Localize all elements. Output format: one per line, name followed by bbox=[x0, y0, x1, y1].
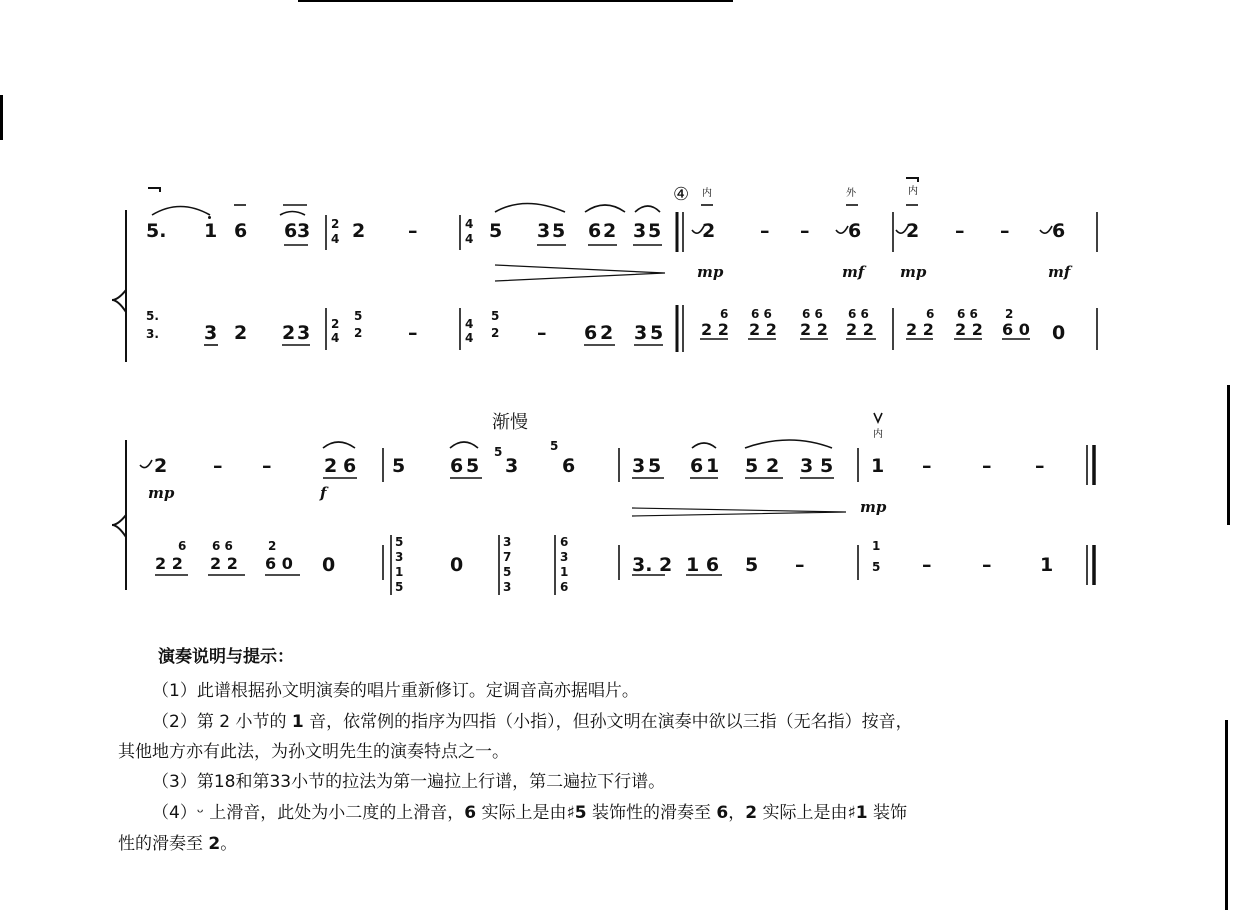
chord-tone: 2 2 bbox=[906, 320, 934, 339]
note-4-continued: 性的滑奏至 2。 bbox=[118, 834, 238, 854]
note: 3 bbox=[297, 220, 311, 242]
note: 5 bbox=[354, 309, 363, 323]
chord-tone: 5 bbox=[872, 560, 881, 574]
rest: 0 bbox=[450, 554, 464, 576]
dash: – bbox=[1000, 220, 1010, 242]
note: 2 bbox=[603, 220, 617, 242]
note-2-part-a: （2）第 2 小节的 bbox=[152, 712, 292, 732]
tempo-marking: 渐慢 bbox=[492, 412, 528, 433]
time-signature: 4 bbox=[465, 317, 474, 331]
chord-tone: 6 bbox=[178, 539, 187, 553]
note: 3 bbox=[537, 220, 551, 242]
note: 2 bbox=[324, 455, 338, 477]
chord-tone: 2 bbox=[268, 539, 277, 553]
chord-tone: 2 2 bbox=[749, 320, 777, 339]
chord-tone: 5 3 1 5 bbox=[395, 535, 404, 594]
dash: – bbox=[800, 220, 810, 242]
chord-tone: 2 2 bbox=[210, 554, 238, 573]
chord-tone: 6 bbox=[720, 307, 729, 321]
note: 1 6 bbox=[686, 554, 720, 576]
note: 5 bbox=[648, 220, 662, 242]
note: 3 bbox=[632, 455, 646, 477]
note: 5 bbox=[820, 455, 834, 477]
time-signature: 4 bbox=[465, 217, 474, 231]
note: 1 bbox=[1040, 554, 1054, 576]
note: 3 bbox=[633, 220, 647, 242]
note: 2 bbox=[154, 455, 168, 477]
chord-tone: 1 bbox=[872, 539, 881, 553]
note: 5 bbox=[648, 455, 662, 477]
note: 6 bbox=[343, 455, 357, 477]
notes-heading: 演奏说明与提示： bbox=[158, 647, 294, 667]
note: 6 bbox=[450, 455, 464, 477]
note: 5 bbox=[745, 455, 759, 477]
note-2-high-1: 1 bbox=[291, 712, 304, 732]
time-signature: 4 bbox=[465, 331, 474, 345]
note: 6 bbox=[584, 322, 598, 344]
note: 5 bbox=[466, 455, 480, 477]
dash: – bbox=[408, 220, 418, 242]
chord-tone: 6 6 bbox=[802, 307, 823, 321]
note: 3 bbox=[800, 455, 814, 477]
dash: – bbox=[760, 220, 770, 242]
note: 5 bbox=[745, 554, 759, 576]
note: 5. bbox=[146, 309, 159, 323]
note: 1 bbox=[706, 455, 720, 477]
chord-tone: 6 6 bbox=[848, 307, 869, 321]
note-1: （1）此谱根据孙文明演奏的唱片重新修订。定调音高亦据唱片。 bbox=[152, 681, 639, 701]
dynamic-mp: mp bbox=[148, 484, 175, 502]
rest: 0 bbox=[322, 554, 336, 576]
time-signature: 4 bbox=[331, 331, 340, 345]
fingering-wai: 外 bbox=[846, 188, 856, 199]
note-4: （4）ᵕ 上滑音，此处为小二度的上滑音，6 实际上是由♯5 装饰性的滑奏至 6，2 实际上是由♯1 装饰 bbox=[152, 803, 907, 823]
note: 6 bbox=[562, 455, 576, 477]
chord-tone: 6 6 bbox=[212, 539, 233, 553]
note: 2 bbox=[282, 322, 296, 344]
rehearsal-mark: ④ bbox=[673, 184, 690, 205]
note-2-part-c: 音，依常例的指序为四指（小指），但孙文明在演奏中欲以三指（无名指）按音， bbox=[303, 712, 913, 732]
note: 3. 2 bbox=[632, 554, 673, 576]
note: 3 bbox=[505, 455, 519, 477]
note: 6 bbox=[848, 220, 862, 242]
time-signature: 2 bbox=[331, 317, 340, 331]
note: 5 bbox=[552, 220, 566, 242]
chord-tone: 6 6 bbox=[957, 307, 978, 321]
chord-tone: 2 2 bbox=[955, 320, 983, 339]
dynamic-mf: mf bbox=[842, 263, 865, 281]
time-signature: 4 bbox=[465, 232, 474, 246]
chord-tone: 2 2 bbox=[846, 320, 874, 339]
chord-tone: 6 0 bbox=[1002, 320, 1030, 339]
fingering-nei: 内 bbox=[702, 188, 712, 199]
dash: – bbox=[213, 455, 223, 477]
note: 5 bbox=[491, 309, 500, 323]
rest: 0 bbox=[1052, 322, 1066, 344]
note: 2 bbox=[702, 220, 716, 242]
dash: – bbox=[955, 220, 965, 242]
chord-tone: 6 3 1 6 bbox=[560, 535, 569, 594]
note: 2 bbox=[354, 326, 363, 340]
note: 3. bbox=[146, 327, 159, 341]
dash: – bbox=[982, 554, 992, 576]
time-signature: 2 bbox=[331, 217, 340, 231]
note: 2 bbox=[491, 326, 500, 340]
dash: – bbox=[922, 554, 932, 576]
chord-tone: 6 6 bbox=[751, 307, 772, 321]
chord-tone: 6 bbox=[926, 307, 935, 321]
chord-tone: 2 2 bbox=[800, 320, 828, 339]
note: 5 bbox=[392, 455, 406, 477]
note: 6 bbox=[588, 220, 602, 242]
glide-symbol: ᵕ bbox=[196, 803, 204, 823]
dash: – bbox=[537, 322, 547, 344]
note: 2 bbox=[766, 455, 780, 477]
dynamic-mp: mp bbox=[697, 263, 724, 281]
chord-tone: 6 0 bbox=[265, 554, 293, 573]
dynamic-mp: mp bbox=[900, 263, 927, 281]
note: 2 bbox=[352, 220, 366, 242]
dynamic-f: f bbox=[320, 484, 327, 502]
note: 1 bbox=[871, 455, 885, 477]
note: 2 bbox=[906, 220, 920, 242]
note-2-continued: 其他地方亦有此法，为孙文明先生的演奏特点之一。 bbox=[118, 742, 509, 762]
right-edge-mark-lower bbox=[1225, 720, 1228, 910]
note: 2 bbox=[234, 322, 248, 344]
note: 3 bbox=[634, 322, 648, 344]
dynamic-mp: mp bbox=[860, 498, 887, 516]
fingering-nei: 内 bbox=[873, 429, 883, 440]
time-signature: 4 bbox=[331, 232, 340, 246]
grace-note: 5 bbox=[550, 439, 559, 453]
dash: – bbox=[922, 455, 932, 477]
dash: – bbox=[1035, 455, 1045, 477]
dash: – bbox=[795, 554, 805, 576]
dash: – bbox=[262, 455, 272, 477]
note: 3 bbox=[297, 322, 311, 344]
note: 5 bbox=[489, 220, 503, 242]
chord-tone: 2 2 bbox=[701, 320, 729, 339]
fingering-nei: 内 bbox=[908, 186, 918, 197]
chord-tone: 2 bbox=[1005, 307, 1014, 321]
note-3: （3）第18和第33小节的拉法为第一遍拉上行谱，第二遍拉下行谱。 bbox=[152, 772, 666, 792]
note: 6 bbox=[1052, 220, 1066, 242]
dash: – bbox=[982, 455, 992, 477]
note: 2 bbox=[600, 322, 614, 344]
note: 6 bbox=[690, 455, 704, 477]
note: 5. bbox=[146, 220, 167, 242]
octave-dot bbox=[208, 216, 211, 219]
note: 3 bbox=[204, 322, 218, 344]
chord-tone: 2 2 bbox=[155, 554, 183, 573]
dynamic-mf: mf bbox=[1048, 263, 1071, 281]
dash: – bbox=[408, 322, 418, 344]
chord-tone: 3 7 5 3 bbox=[503, 535, 512, 594]
grace-note: 5 bbox=[494, 445, 503, 459]
note: 1 bbox=[204, 220, 218, 242]
note: 6 bbox=[284, 220, 298, 242]
note: 5 bbox=[650, 322, 664, 344]
note: 6 bbox=[234, 220, 248, 242]
note-2 bbox=[152, 712, 913, 732]
